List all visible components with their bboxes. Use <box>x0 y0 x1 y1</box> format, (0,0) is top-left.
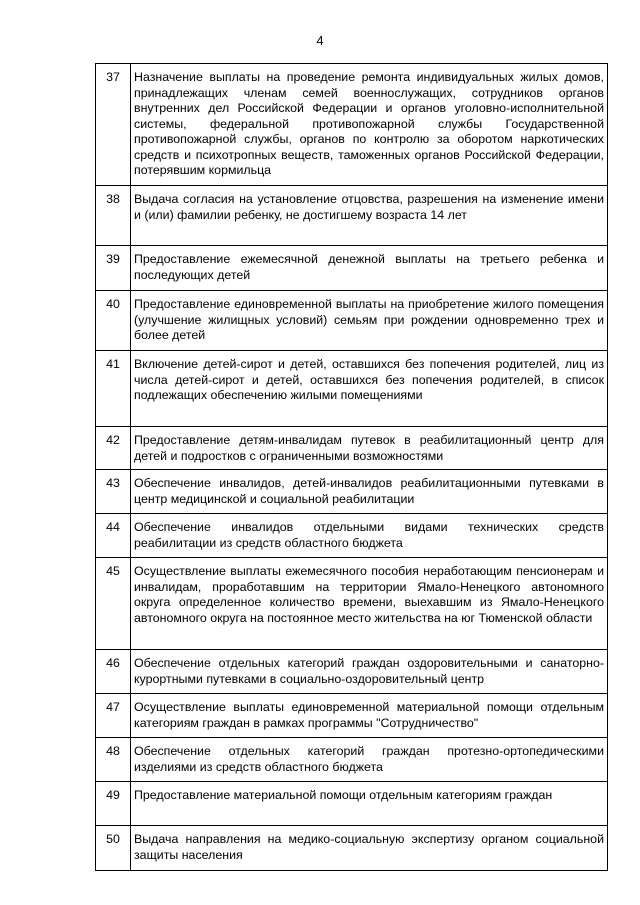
table-row <box>96 826 608 871</box>
row-text: Обеспечение инвалидов отдельными видами технических средств реабилитации из средств областного бюджета <box>131 514 608 558</box>
table-row <box>96 514 608 558</box>
row-number: 37 <box>96 64 131 186</box>
table-row <box>96 246 608 291</box>
table-row <box>96 470 608 514</box>
row-text: Включение детей-сирот и детей, оставшихся без попечения родителей, лиц из числа детей-сирот и детей, оставшихся без попечения родителей, в список подлежащих обеспечению жилыми помещениями <box>131 351 608 427</box>
row-number: 46 <box>96 650 131 694</box>
row-number: 39 <box>96 246 131 291</box>
table-row <box>96 650 608 694</box>
row-text: Осуществление выплаты единовременной материальной помощи отдельным категориям граждан в рамках программы "Сотрудничество" <box>131 694 608 738</box>
row-text: Назначение выплаты на проведение ремонта индивидуальных жилых домов, принадлежащих членам семей военнослужащих, сотрудников органов внутренних дел Российской Федерации и органов уголовно-исполнительной системы, федеральной противопожарной службы Государственной противопожарной службы, органов по контролю за оборотом наркотических средств и психотропных веществ, таможенных органов Российской Федерации, потерявшим кормильца <box>131 64 608 186</box>
row-text: Предоставление материальной помощи отдельным категориям граждан <box>131 782 608 826</box>
row-number: 38 <box>96 186 131 246</box>
row-number: 45 <box>96 558 131 650</box>
row-text: Выдача направления на медико-социальную экспертизу органом социальной защиты населения <box>131 826 608 871</box>
page-number: 4 <box>316 33 324 48</box>
services-table <box>95 63 608 871</box>
row-number: 48 <box>96 738 131 782</box>
row-text: Обеспечение отдельных категорий граждан протезно-ортопедическими изделиями из средств областного бюджета <box>131 738 608 782</box>
row-number: 49 <box>96 782 131 826</box>
row-text: Обеспечение инвалидов, детей-инвалидов реабилитационными путевками в центр медицинской и социальной реабилитации <box>131 470 608 514</box>
table-row <box>96 291 608 351</box>
row-number: 41 <box>96 351 131 427</box>
row-text: Выдача согласия на установление отцовства, разрешения на изменение имени и (или) фамилии ребенку, не достигшему возраста 14 лет <box>131 186 608 246</box>
table-row <box>96 64 608 186</box>
table-row <box>96 738 608 782</box>
row-number: 40 <box>96 291 131 351</box>
row-number: 47 <box>96 694 131 738</box>
table-row <box>96 186 608 246</box>
table-row <box>96 427 608 470</box>
table-row <box>96 694 608 738</box>
row-number: 43 <box>96 470 131 514</box>
row-text: Предоставление единовременной выплаты на приобретение жилого помещения (улучшение жилищных условий) семьям при рождении одновременно трех и более детей <box>131 291 608 351</box>
row-number: 42 <box>96 427 131 470</box>
row-number: 50 <box>96 826 131 871</box>
row-text: Предоставление детям-инвалидам путевок в реабилитационный центр для детей и подростков с ограниченными возможностями <box>131 427 608 470</box>
row-text: Осуществление выплаты ежемесячного пособия неработающим пенсионерам и инвалидам, проработавшим на территории Ямало-Ненецкого автономного округа определенное количество времени, выехавшим из Ямало-Ненецкого автономного округа на постоянное место жительства на юг Тюменской области <box>131 558 608 650</box>
row-text: Предоставление ежемесячной денежной выплаты на третьего ребенка и последующих детей <box>131 246 608 291</box>
row-text: Обеспечение отдельных категорий граждан оздоровительными и санаторно-курортными путевками в социально-оздоровительный центр <box>131 650 608 694</box>
row-number: 44 <box>96 514 131 558</box>
table-row <box>96 782 608 826</box>
table-row <box>96 351 608 427</box>
table-row <box>96 558 608 650</box>
